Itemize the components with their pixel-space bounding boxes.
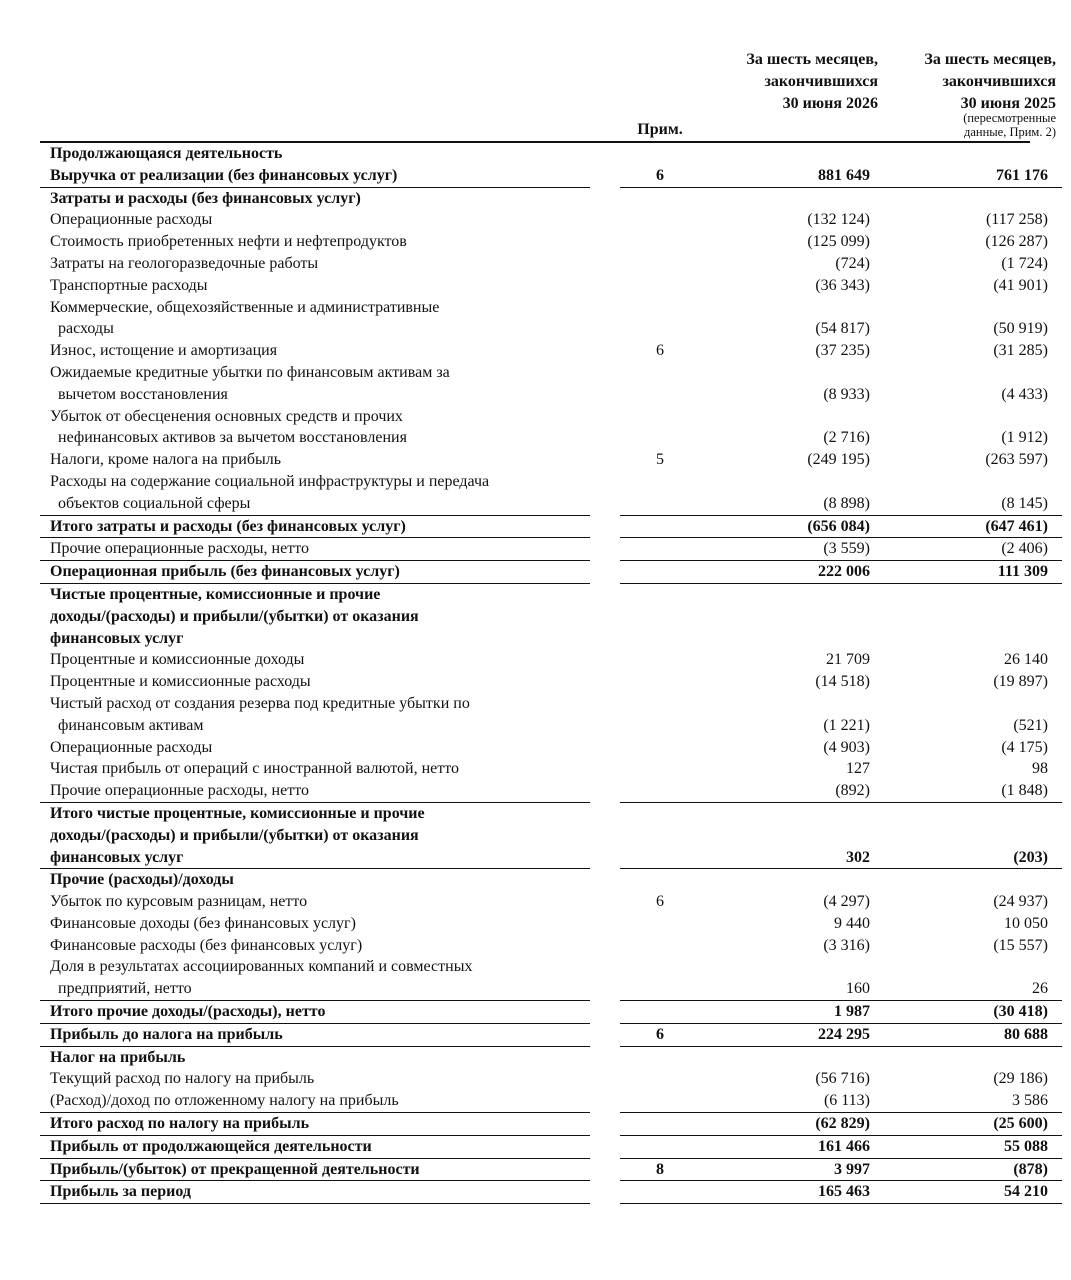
row-value-2026: 302: [700, 802, 878, 868]
row-label: [40, 340, 590, 362]
row-label: [40, 187, 590, 209]
row-label-line: Итого прочие доходы/(расходы), нетто: [50, 1003, 326, 1021]
row-label: [40, 231, 590, 253]
row-note: [620, 1090, 700, 1112]
statement-row: [40, 187, 1062, 209]
statement-row: [40, 538, 1062, 561]
row-spacer: [590, 1181, 620, 1204]
row-value-2026: (132 124): [807, 211, 870, 229]
row-value-2025: 26 140: [1004, 651, 1048, 669]
row-label: [40, 253, 590, 275]
row-label: [40, 362, 590, 406]
row-spacer: [590, 737, 620, 759]
row-value-2026: [700, 583, 878, 649]
row-label-line: Чистый расход от создания резерва под кредитные убытки по: [50, 694, 470, 712]
row-value-2026: (724): [835, 254, 870, 272]
row-note: [620, 187, 700, 209]
row-value-2026: [700, 869, 878, 891]
row-spacer: [590, 758, 620, 780]
row-spacer: [590, 956, 620, 1000]
row-value-2025: (647 461): [878, 515, 1062, 538]
row-note: 8: [620, 1158, 700, 1181]
row-note: [620, 935, 700, 957]
statement-row: [40, 758, 1062, 780]
header-line: закончившихся: [942, 73, 1056, 90]
row-note: [620, 1113, 700, 1136]
row-note: [620, 1046, 700, 1068]
row-value-2026: 881 649: [700, 165, 878, 187]
statement-row: [40, 406, 1062, 450]
row-label-line: Убыток от обесценения основных средств и прочих: [50, 407, 403, 425]
row-value-2026: (62 829): [700, 1113, 878, 1136]
row-value-2026: (249 195): [807, 451, 870, 469]
row-note: [620, 515, 700, 538]
row-value-2025: (1 912): [1001, 429, 1048, 447]
row-label: [40, 515, 590, 538]
statement-row: [40, 935, 1062, 957]
row-label-line: Прочие (расходы)/доходы: [50, 871, 234, 889]
row-note: [620, 649, 700, 671]
row-note: [620, 538, 700, 561]
row-note: 6: [656, 893, 664, 911]
row-label-line: Прибыль за период: [50, 1183, 191, 1201]
row-value-2025: (29 186): [993, 1070, 1048, 1088]
statement-row: [40, 693, 1062, 737]
row-label-line: Затраты и расходы (без финансовых услуг): [50, 189, 361, 207]
row-label-line: Ожидаемые кредитные убытки по финансовым активам за: [50, 363, 450, 381]
row-label: [40, 1046, 590, 1068]
statement-row: [40, 362, 1062, 406]
row-label-line: Выручка от реализации (без финансовых услуг): [50, 166, 398, 184]
statement-row: [40, 1068, 1062, 1090]
row-label-line: расходы: [58, 320, 114, 338]
row-note: [620, 1068, 700, 1090]
row-note: [620, 671, 700, 693]
row-label-line: доходы/(расходы) и прибыли/(убытки) от оказания: [50, 607, 419, 625]
row-spacer: [590, 780, 620, 802]
statement-row: [40, 515, 1062, 538]
row-label-line: Текущий расход по налогу на прибыль: [50, 1070, 315, 1088]
row-label: [40, 1158, 590, 1181]
statement-row: [40, 780, 1062, 802]
header-line: 30 июня 2026: [782, 95, 878, 112]
row-label-line: финансовым активам: [58, 716, 204, 734]
row-label: [40, 913, 590, 935]
row-value-2025: [878, 583, 1062, 649]
row-label-line: финансовых услуг: [50, 629, 184, 647]
statement-row: [40, 275, 1062, 297]
row-label: [40, 891, 590, 913]
row-spacer: [590, 471, 620, 515]
row-label-line: Финансовые расходы (без финансовых услуг): [50, 936, 363, 954]
row-label-line: Затраты на геологоразведочные работы: [50, 254, 319, 272]
row-value-2025: 3 586: [878, 1090, 1062, 1112]
row-note: [620, 561, 700, 584]
row-spacer: [590, 538, 620, 561]
row-label-line: Налог на прибыль: [50, 1048, 186, 1066]
row-value-2025: [878, 1046, 1062, 1068]
row-value-2026: (892): [700, 780, 878, 802]
statement-row: [40, 253, 1062, 275]
row-value-2026: (125 099): [807, 233, 870, 251]
statement-row: [40, 649, 1062, 671]
statement-row: [40, 231, 1062, 253]
row-label: [40, 935, 590, 957]
header-restated-note: [878, 111, 1056, 139]
row-label: [40, 583, 590, 649]
row-note: [620, 297, 700, 341]
row-value-2026: (656 084): [700, 515, 878, 538]
statement-row: [40, 471, 1062, 515]
statement-row: [40, 1023, 1062, 1046]
row-label: [40, 802, 590, 868]
row-spacer: [590, 1023, 620, 1046]
row-label: [40, 449, 590, 471]
row-spacer: [590, 515, 620, 538]
row-label-line: Прибыль/(убыток) от прекращенной деятельности: [50, 1160, 420, 1178]
statement-row: [40, 1135, 1062, 1158]
row-label: [40, 1068, 590, 1090]
row-note: 6: [620, 165, 700, 187]
row-label-line: Стоимость приобретенных нефти и нефтепродуктов: [50, 233, 407, 251]
row-label-line: финансовых услуг: [50, 848, 184, 866]
statement-row: [40, 561, 1062, 584]
row-value-2025: (203): [878, 802, 1062, 868]
header-line: закончившихся: [764, 73, 878, 90]
statement-row: [40, 209, 1062, 231]
row-label-line: Чистые процентные, комиссионные и прочие: [50, 585, 381, 603]
row-label-line: Операционные расходы: [50, 738, 213, 756]
row-value-2026: (6 113): [700, 1090, 878, 1112]
row-note: [620, 209, 700, 231]
row-value-2026: (8 933): [823, 385, 870, 403]
row-spacer: [590, 1090, 620, 1112]
row-value-2026: (14 518): [815, 673, 870, 691]
header-line: 30 июня 2025: [960, 95, 1056, 112]
row-label-line: (Расход)/доход по отложенному налогу на прибыль: [50, 1092, 399, 1110]
row-value-2026: 222 006: [700, 561, 878, 584]
row-value-2025: (50 919): [993, 320, 1048, 338]
row-label: [40, 209, 590, 231]
row-spacer: [590, 449, 620, 471]
row-spacer: [590, 869, 620, 891]
row-spacer: [590, 297, 620, 341]
row-label: [40, 471, 590, 515]
row-value-2025: 55 088: [878, 1135, 1062, 1158]
row-spacer: [590, 891, 620, 913]
header-period-2025: [878, 49, 1056, 115]
statement-row: [40, 1181, 1062, 1204]
row-label: [40, 1023, 590, 1046]
row-spacer: [590, 1113, 620, 1136]
row-label-line: Прочие операционные расходы, нетто: [50, 540, 309, 558]
row-value-2025: (1 724): [1001, 254, 1048, 272]
row-spacer: [590, 231, 620, 253]
row-label: [40, 538, 590, 561]
row-value-2025: (4 175): [1001, 738, 1048, 756]
row-value-2026: 9 440: [834, 914, 870, 932]
statement-row: [40, 583, 1062, 649]
row-note: 6: [656, 342, 664, 360]
row-value-2025: (521): [1013, 716, 1048, 734]
row-note: 6: [620, 1023, 700, 1046]
row-note: [620, 406, 700, 450]
header-sub-line: данные, Прим. 2): [963, 125, 1056, 139]
row-label: [40, 1135, 590, 1158]
row-spacer: [590, 1135, 620, 1158]
row-value-2026: 3 997: [700, 1158, 878, 1181]
row-value-2025: (19 897): [993, 673, 1048, 691]
row-value-2025: 80 688: [878, 1023, 1062, 1046]
row-value-2025: 98: [1032, 760, 1048, 778]
row-value-2026: 1 987: [700, 1001, 878, 1024]
row-value-2026: (37 235): [815, 342, 870, 360]
row-label-line: Транспортные расходы: [50, 276, 208, 294]
row-value-2026: (36 343): [815, 276, 870, 294]
row-spacer: [590, 583, 620, 649]
row-spacer: [590, 1068, 620, 1090]
header-note-column: Прим.: [637, 121, 683, 138]
row-value-2026: [700, 1046, 878, 1068]
row-spacer: [590, 362, 620, 406]
row-label-line: Итого расход по налогу на прибыль: [50, 1115, 310, 1133]
row-label: [40, 297, 590, 341]
row-label: [40, 561, 590, 584]
row-note: [620, 275, 700, 297]
statement-row: [40, 737, 1062, 759]
statement-row: [40, 869, 1062, 891]
statement-row: [40, 340, 1062, 362]
statement-body: [40, 143, 1062, 1204]
row-spacer: [590, 406, 620, 450]
row-note: [620, 231, 700, 253]
row-label: [40, 780, 590, 802]
statement-row: [40, 1158, 1062, 1181]
row-label: [40, 649, 590, 671]
row-label-line: объектов социальной сферы: [58, 494, 251, 512]
row-value-2026: 224 295: [700, 1023, 878, 1046]
row-value-2026: (56 716): [815, 1070, 870, 1088]
row-label: [40, 758, 590, 780]
row-spacer: [590, 935, 620, 957]
row-value-2025: [878, 187, 1062, 209]
statement-header: [40, 40, 1056, 143]
row-value-2025: [878, 143, 1062, 165]
row-spacer: [590, 165, 620, 187]
row-label-line: предприятий, нетто: [58, 980, 192, 998]
row-value-2025: (4 433): [1001, 385, 1048, 403]
row-value-2025: (878): [878, 1158, 1062, 1181]
row-spacer: [590, 913, 620, 935]
row-value-2026: 160: [700, 956, 878, 1000]
row-label-line: Итого затраты и расходы (без финансовых услуг): [50, 517, 406, 535]
row-spacer: [590, 143, 620, 165]
row-value-2025: 111 309: [878, 561, 1062, 584]
row-label: [40, 1113, 590, 1136]
row-label-line: Чистая прибыль от операций с иностранной валютой, нетто: [50, 760, 460, 778]
row-spacer: [590, 561, 620, 584]
row-value-2026: 127: [846, 760, 870, 778]
statement-row: [40, 297, 1062, 341]
row-label-line: доходы/(расходы) и прибыли/(убытки) от оказания: [50, 826, 419, 844]
row-label-line: Прочие операционные расходы, нетто: [50, 782, 309, 800]
statement-row: [40, 956, 1062, 1000]
row-note: [620, 253, 700, 275]
statement-row: [40, 671, 1062, 693]
row-label-line: Убыток по курсовым разницам, нетто: [50, 893, 308, 911]
row-note: [620, 583, 700, 649]
row-value-2026: (1 221): [823, 716, 870, 734]
row-note: 5: [656, 451, 664, 469]
row-note: [620, 362, 700, 406]
row-label-line: Износ, истощение и амортизация: [50, 342, 278, 360]
row-spacer: [590, 275, 620, 297]
row-spacer: [590, 1046, 620, 1068]
row-note: [620, 869, 700, 891]
row-spacer: [590, 671, 620, 693]
row-label-line: Доля в результатах ассоциированных компаний и совместных: [50, 958, 473, 976]
statement-row: [40, 1001, 1062, 1024]
row-value-2025: (1 848): [878, 780, 1062, 802]
row-value-2026: (54 817): [815, 320, 870, 338]
row-note: [620, 143, 700, 165]
row-note: [620, 956, 700, 1000]
row-label-line: Прибыль до налога на прибыль: [50, 1025, 283, 1043]
row-value-2025: (24 937): [993, 893, 1048, 911]
row-value-2026: [700, 143, 878, 165]
row-label-line: Финансовые доходы (без финансовых услуг): [50, 914, 356, 932]
row-value-2025: (15 557): [993, 936, 1048, 954]
row-label: [40, 1090, 590, 1112]
row-label: [40, 143, 590, 165]
row-label-line: Коммерческие, общехозяйственные и административные: [50, 298, 440, 316]
row-label: [40, 737, 590, 759]
statement-row: [40, 449, 1062, 471]
row-value-2025: 761 176: [878, 165, 1062, 187]
row-label-line: Операционные расходы: [50, 211, 213, 229]
row-value-2026: (2 716): [823, 429, 870, 447]
row-value-2025: (126 287): [985, 233, 1048, 251]
row-value-2025: 10 050: [1004, 914, 1048, 932]
row-spacer: [590, 209, 620, 231]
statement-row: [40, 913, 1062, 935]
row-value-2026: (3 559): [700, 538, 878, 561]
row-value-2026: [700, 187, 878, 209]
row-value-2025: 54 210: [878, 1181, 1062, 1204]
row-note: [620, 802, 700, 868]
row-value-2025: (2 406): [878, 538, 1062, 561]
row-spacer: [590, 253, 620, 275]
statement-row: [40, 1046, 1062, 1068]
statement-row: [40, 802, 1062, 868]
statement-row: [40, 1090, 1062, 1112]
row-label: [40, 671, 590, 693]
row-value-2026: 21 709: [826, 651, 870, 669]
row-note: [620, 737, 700, 759]
row-value-2025: (31 285): [993, 342, 1048, 360]
header-line: За шесть месяцев,: [746, 51, 878, 68]
row-label-line: Налоги, кроме налога на прибыль: [50, 451, 282, 469]
row-label-line: Итого чистые процентные, комиссионные и прочие: [50, 804, 425, 822]
row-label: [40, 956, 590, 1000]
row-value-2025: (263 597): [985, 451, 1048, 469]
row-label: [40, 869, 590, 891]
statement-row: [40, 165, 1062, 187]
row-spacer: [590, 340, 620, 362]
row-note: [620, 758, 700, 780]
row-note: [620, 693, 700, 737]
row-note: [620, 913, 700, 935]
row-value-2025: (25 600): [878, 1113, 1062, 1136]
header-period-2026: [700, 49, 878, 115]
row-label: [40, 1181, 590, 1204]
row-value-2025: (30 418): [878, 1001, 1062, 1024]
row-note: [620, 471, 700, 515]
row-value-2026: (4 903): [823, 738, 870, 756]
row-value-2026: (8 898): [700, 471, 878, 515]
row-note: [620, 1181, 700, 1204]
row-spacer: [590, 1158, 620, 1181]
row-label-line: Операционная прибыль (без финансовых услуг): [50, 563, 400, 581]
row-value-2026: 161 466: [700, 1135, 878, 1158]
statement-row: [40, 143, 1062, 165]
statement-row: [40, 1113, 1062, 1136]
header-line: За шесть месяцев,: [924, 51, 1056, 68]
row-value-2026: (4 297): [823, 893, 870, 911]
row-label-line: Расходы на содержание социальной инфраструктуры и передача: [50, 472, 490, 490]
income-statement-table: [40, 143, 1062, 1204]
row-label-line: Процентные и комиссионные расходы: [50, 673, 311, 691]
header-sub-line: (пересмотренные: [963, 111, 1056, 125]
row-spacer: [590, 802, 620, 868]
statement-row: [40, 891, 1062, 913]
row-label-line: Прибыль от продолжающейся деятельности: [50, 1137, 372, 1155]
row-note: [620, 1135, 700, 1158]
row-value-2026: (3 316): [823, 936, 870, 954]
row-label: [40, 165, 590, 187]
row-label: [40, 693, 590, 737]
row-label: [40, 406, 590, 450]
row-label: [40, 275, 590, 297]
row-value-2026: 165 463: [700, 1181, 878, 1204]
row-value-2025: (8 145): [878, 471, 1062, 515]
row-value-2025: [878, 869, 1062, 891]
row-label-line: Процентные и комиссионные доходы: [50, 651, 305, 669]
row-label-line: нефинансовых активов за вычетом восстановления: [58, 429, 407, 447]
row-note: [620, 1001, 700, 1024]
row-spacer: [590, 187, 620, 209]
row-spacer: [590, 1001, 620, 1024]
row-label-line: Продолжающаяся деятельность: [50, 145, 283, 162]
row-label-line: вычетом восстановления: [58, 385, 228, 403]
row-value-2025: (41 901): [993, 276, 1048, 294]
row-value-2025: 26: [878, 956, 1062, 1000]
row-value-2025: (117 258): [985, 211, 1048, 229]
row-spacer: [590, 693, 620, 737]
row-note: [620, 780, 700, 802]
row-label: [40, 1001, 590, 1024]
row-spacer: [590, 649, 620, 671]
